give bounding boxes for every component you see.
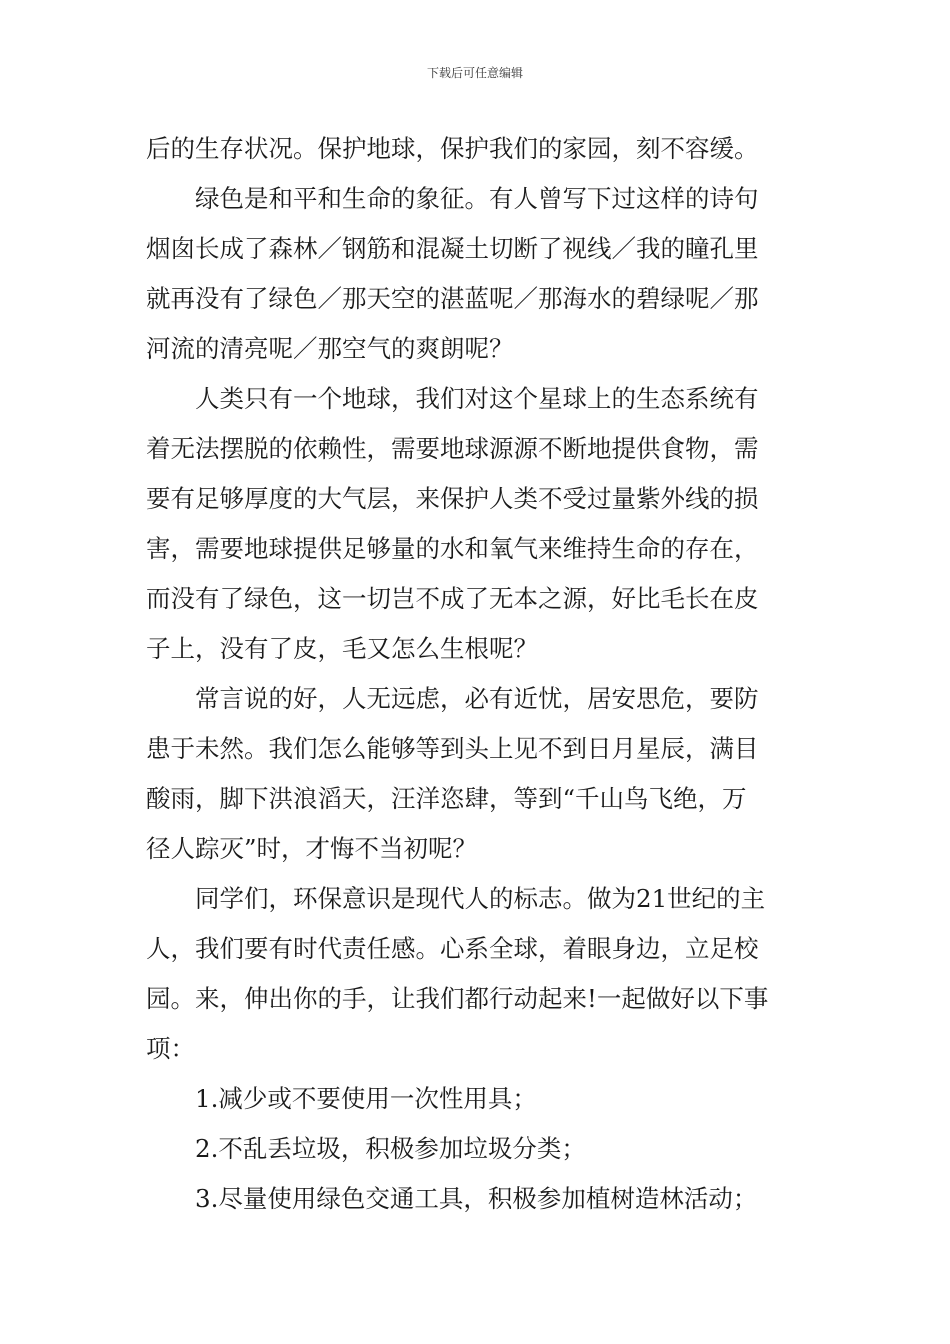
document-body: [146, 124, 810, 1224]
paragraph-proverb: 常言说的好，人无远虑，必有近忧，居安思危，要防 患于未然。我们怎么能够等到头上见不到日月星辰，满目 酸雨，脚下洪浪滔天，汪洋恣肆，等到“千山鸟飞绝，万 径人踪灭”时，才悔不当初呢？: [146, 684, 759, 863]
list-item: 2.不乱丢垃圾，积极参加垃圾分类；: [195, 1134, 586, 1163]
paragraph-continuation: 后的生存状况。保护地球，保护我们的家园，刻不容缓。: [146, 134, 759, 163]
paragraph-call-to-action: 同学们，环保意识是现代人的标志。做为21世纪的主 人，我们要有时代责任感。心系全球，着眼身边，立足校 园。来，伸出你的手，让我们都行动起来!一起做好以下事 项：: [146, 884, 769, 1063]
page-header-note: 下载后可任意编辑: [426, 66, 523, 80]
list-item: 1.减少或不要使用一次性用具；: [195, 1084, 537, 1113]
paragraph-one-earth: 人类只有一个地球，我们对这个星球上的生态系统有 着无法摆脱的依赖性，需要地球源源不断地提供食物，需 要有足够厚度的大气层，来保护人类不受过量紫外线的损 害，需要地球提供足够量的水和氧气来维持生命的存在， 而没有了绿色，这一切岂不成了无本之源，好比毛长在皮 子上，没有了皮，毛又怎么生根呢？: [146, 384, 759, 663]
list-item: 3.尽量使用绿色交通工具，积极参加植树造林活动；: [195, 1184, 758, 1213]
paragraph-green-poem: 绿色是和平和生命的象征。有人曾写下过这样的诗句 烟囱长成了森林／钢筋和混凝土切断了视线／我的瞳孔里 就再没有了绿色／那天空的湛蓝呢／那海水的碧绿呢／那 河流的清亮呢／那空气的爽朗呢？: [146, 184, 759, 363]
